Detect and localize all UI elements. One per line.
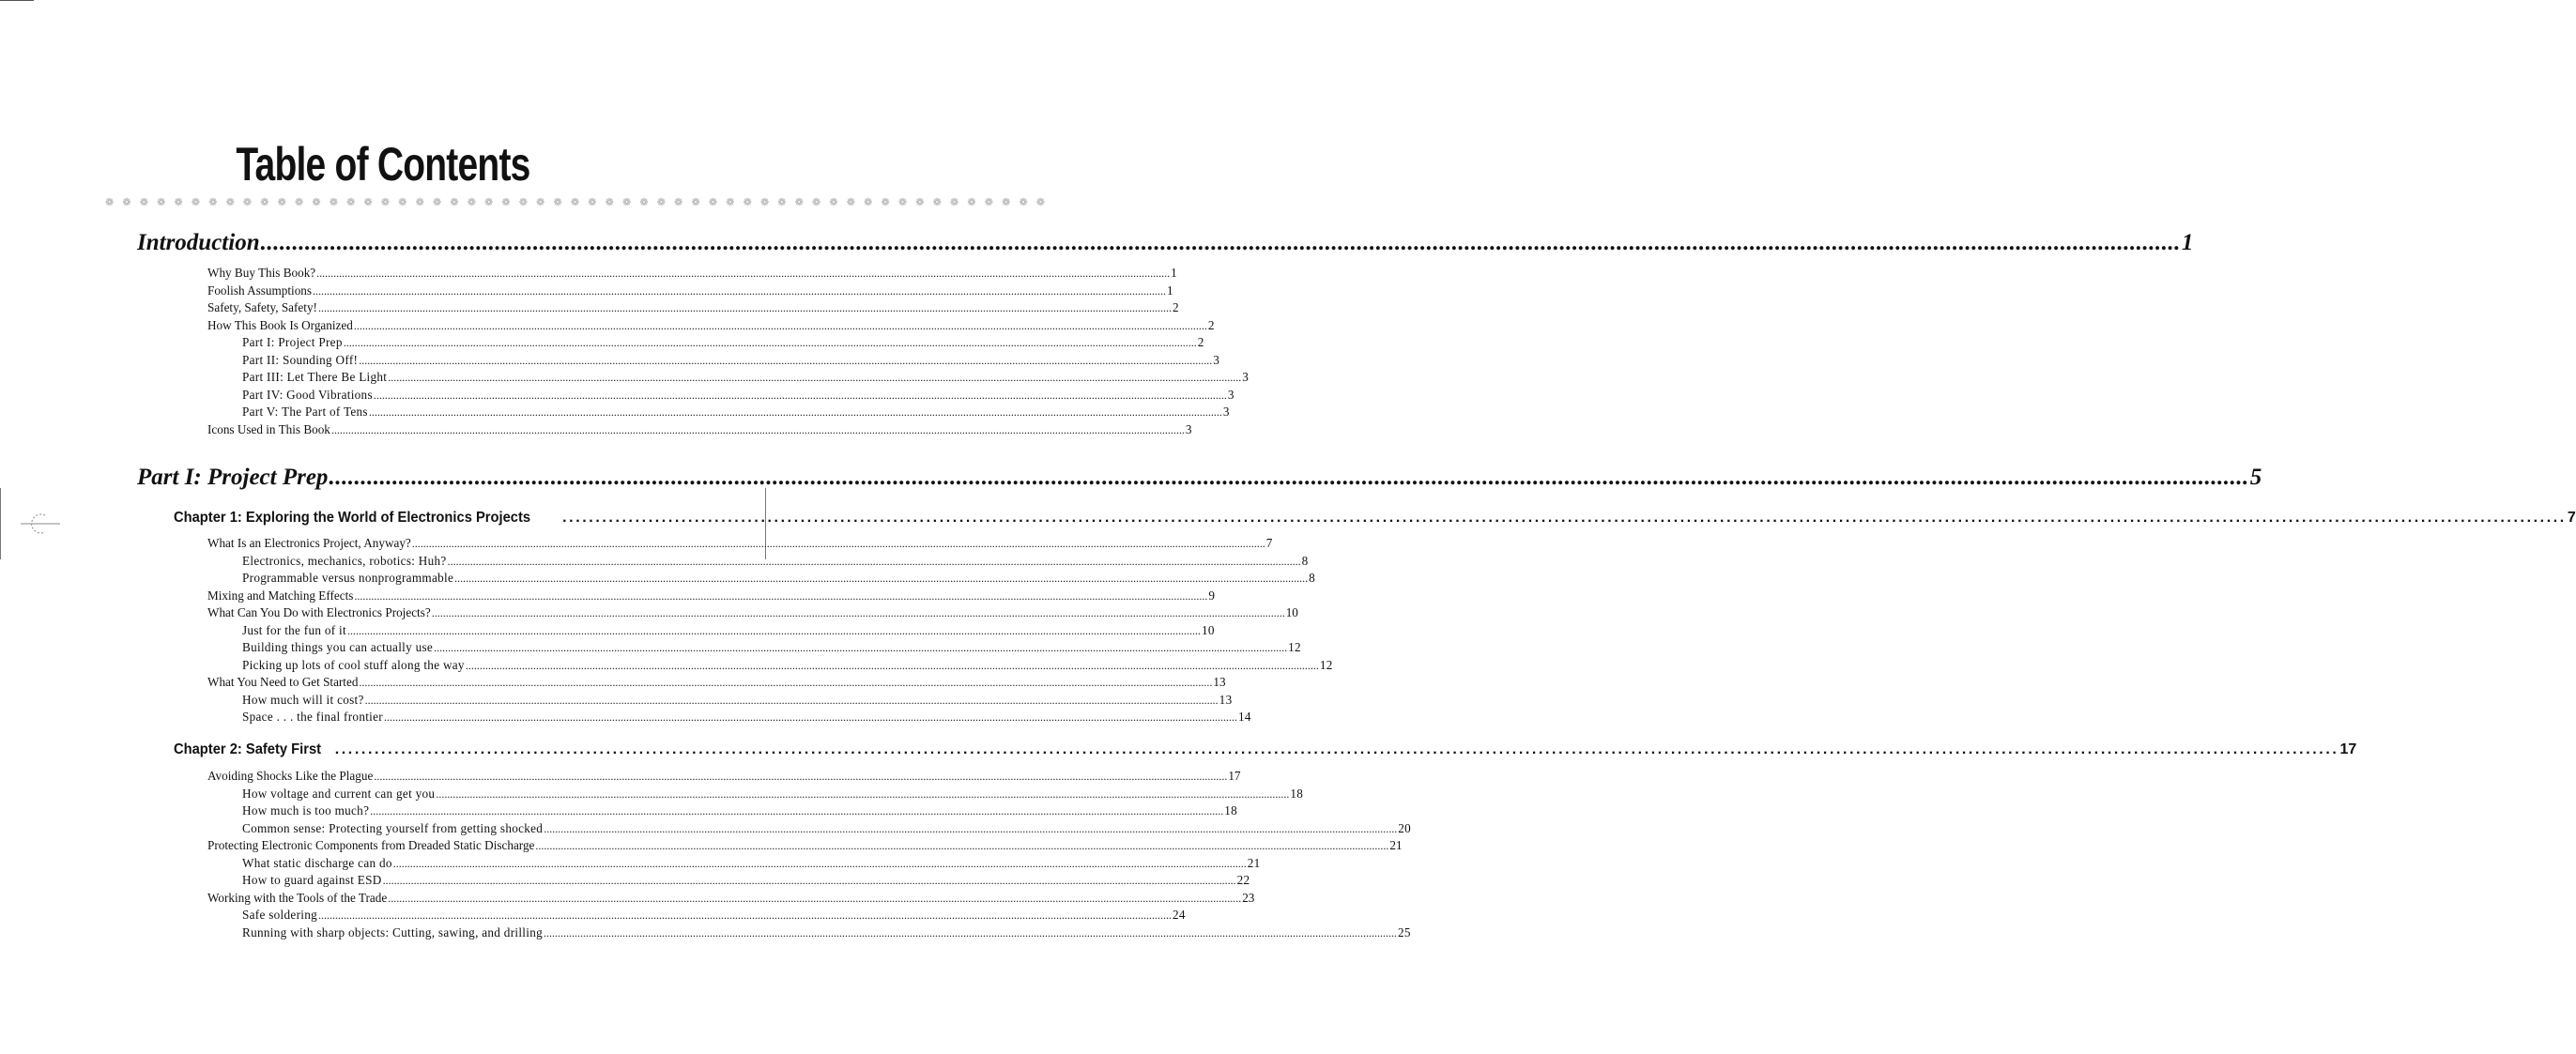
toc-entry[interactable]: Foolish Assumptions ..... 1 [207,283,655,300]
toc-subentry[interactable]: Part II: Sounding Off! ..... 3 [242,353,655,370]
part-page-number: 5 [2249,465,2262,490]
toc-entry[interactable]: Why Buy This Book? ..... 1 [207,266,655,283]
toc-part-introduction[interactable] [137,230,2194,258]
toc-subentry[interactable]: Common sense: Protecting yourself from getting shocked ..... 20 [242,821,655,838]
toc-subentry[interactable]: Part III: Let There Be Light ..... 3 [242,370,655,387]
part-page-number: 1 [2181,230,2194,255]
chapter-title: Chapter 1: Exploring the World of Electronics Projects [174,510,531,526]
toc-subentry[interactable]: Just for the fun of it ..... 10 [242,623,655,640]
chapter-page-number: 7 [2567,510,2576,526]
ornament-divider: ❁ ❁ ❁ ❁ ❁ ❁ ❁ ❁ ❁ ❁ ❁ ❁ ❁ ❁ ❁ ❁ ❁ ❁ ❁ ❁ ❁ ❁ ❁ ❁ ❁ ❁ ❁ ❁ ❁ ❁ ❁ ❁ ❁ ❁ ❁ ❁ ❁ ❁ ❁ ❁ ❁ ❁ ❁ ❁ ❁ ❁ ❁ ❁ ❁ ❁ ❁ ❁ ❁ ❁ ❁ [105,197,1049,208]
toc-chapter-2[interactable] [174,741,2357,762]
crop-mark-left [0,488,1,559]
toc-entry[interactable]: How This Book Is Organized ..... 2 [207,318,655,335]
dot-leader [329,465,2248,491]
toc-subentry[interactable]: Programmable versus nonprogrammable ..... 8 [242,571,655,588]
dot-leader [562,510,2567,527]
toc-part-1[interactable] [137,465,2262,493]
toc-subentry[interactable]: What static discharge can do ..... 21 [242,856,655,873]
dot-leader [261,230,2181,256]
toc-subentry[interactable]: How much is too much? ..... 18 [242,803,655,820]
toc-subentry[interactable]: How to guard against ESD ..... 22 [242,873,655,890]
toc-subentry[interactable]: How voltage and current can get you ..... 18 [242,787,655,803]
toc-subentry[interactable]: Building things you can actually use ..... 12 [242,640,655,657]
dot-leader [335,741,2339,758]
toc-subentry[interactable]: Safe soldering ..... 24 [242,908,655,924]
registration-mark-icon [21,512,60,535]
toc-entry[interactable]: Safety, Safety, Safety! ..... 2 [207,300,655,317]
toc-subentry[interactable]: How much will it cost? ..... 13 [242,693,655,710]
toc-entry[interactable]: Mixing and Matching Effects ..... 9 [207,588,655,605]
toc-chapter-1[interactable] [174,510,2576,530]
part-title: Part I: Project Prep [137,465,329,490]
crop-mark-top [0,0,34,1]
toc-entry[interactable]: Icons Used in This Book ..... 3 [207,422,655,439]
toc-entry[interactable]: What Is an Electronics Project, Anyway? ..... 7 [207,536,655,553]
part-title: Introduction [137,230,260,255]
chapter-page-number: 17 [2339,741,2357,757]
toc-entry[interactable]: Protecting Electronic Components from Dreaded Static Discharge ..... 21 [207,838,655,855]
toc-subentry[interactable]: Picking up lots of cool stuff along the way ..... 12 [242,658,655,675]
toc-entry[interactable]: What Can You Do with Electronics Projects? ..... 10 [207,605,655,622]
toc-entry[interactable]: What You Need to Get Started ..... 13 [207,675,655,692]
chapter-title: Chapter 2: Safety First [174,741,322,757]
toc-entry[interactable]: Working with the Tools of the Trade ..... 23 [207,891,655,908]
toc-subentry[interactable]: Electronics, mechanics, robotics: Huh? ..... 8 [242,554,655,571]
toc-entry[interactable]: Avoiding Shocks Like the Plague ..... 17 [207,769,655,786]
toc-subentry[interactable]: Part V: The Part of Tens ..... 3 [242,405,655,421]
toc-subentry[interactable]: Part IV: Good Vibrations ..... 3 [242,388,655,405]
toc-subentry[interactable]: Part I: Project Prep ..... 2 [242,335,655,352]
page-title: Table of Contents [236,138,530,191]
toc-subentry[interactable]: Running with sharp objects: Cutting, sawing, and drilling ..... 25 [242,925,655,942]
toc-subentry[interactable]: Space . . . the final frontier ..... 14 [242,710,655,726]
